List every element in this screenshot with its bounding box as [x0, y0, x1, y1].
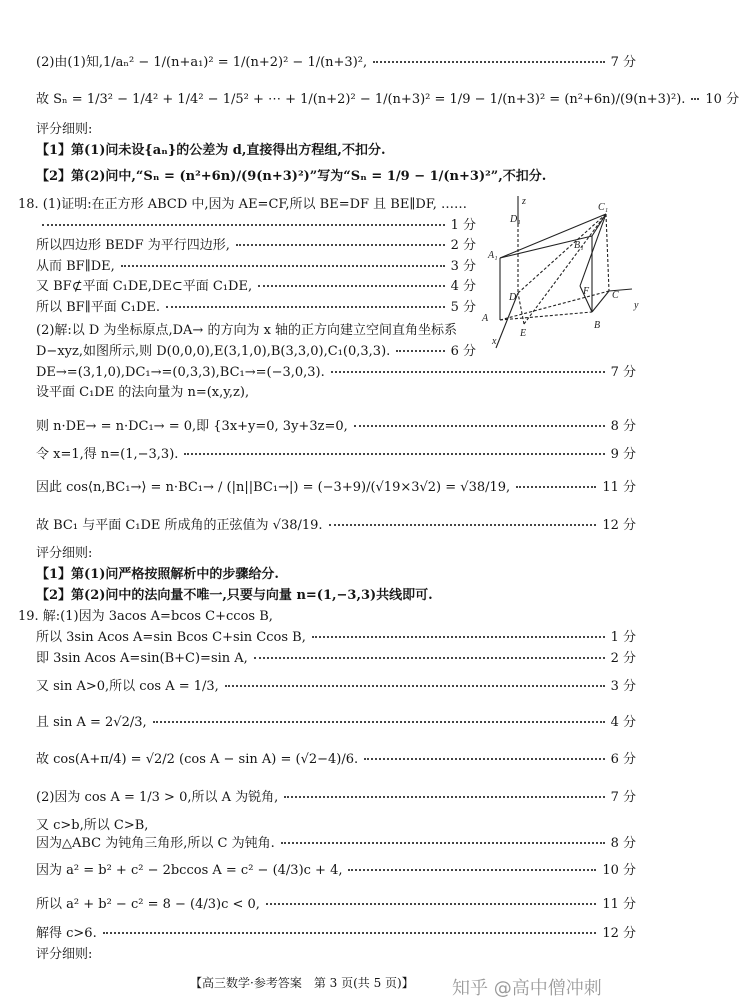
leader-dots: [258, 285, 445, 287]
points: 2 分: [450, 238, 476, 253]
answer-line: 又 BF⊄平面 C₁DE,DE⊂平面 C₁DE, 4 分: [36, 279, 476, 294]
points: 12 分: [602, 926, 636, 941]
answer-line: 且 sin A = 2√2/3, 4 分: [36, 715, 636, 730]
points: 3 分: [610, 679, 636, 694]
leader-dots: [364, 758, 604, 760]
leader-dots: [121, 265, 445, 267]
points: 2 分: [610, 651, 636, 666]
label-A1: A₁: [488, 250, 498, 261]
scoring-heading: 评分细则:: [36, 122, 93, 137]
answer-line: 所以四边形 BEDF 为平行四边形, 2 分: [36, 238, 476, 253]
points: 4 分: [450, 279, 476, 294]
points: 7 分: [610, 55, 636, 70]
leader-dots: [354, 425, 605, 427]
answer-line: (2)解:以 D 为坐标原点,DA→ 的方向为 x 轴的正方向建立空间直角坐标系: [36, 323, 458, 338]
answer-line: 则 n·DE→ = n·DC₁→ = 0,即 {3x+y=0, 3y+3z=0, 8 分: [36, 419, 636, 434]
points: 6 分: [450, 344, 476, 359]
answer-line: [36, 219, 476, 232]
points: 3 分: [450, 259, 476, 274]
label-B: B: [594, 320, 601, 331]
answer-line: (2)因为 cos A = 1/3 > 0,所以 A 为锐角, 7 分: [36, 790, 636, 805]
scoring-note: 【1】第(1)问未设{aₙ}的公差为 d,直接得出方程组,不扣分.: [36, 143, 386, 158]
cube-figure: [476, 196, 642, 346]
leader-dots: [42, 224, 445, 226]
label-D1: D₁: [510, 214, 521, 225]
answer-line: 所以 3sin Acos A=sin Bcos C+sin Ccos B, 1 分: [36, 630, 636, 645]
answer-line: 所以 BF∥平面 C₁DE. 5 分: [36, 300, 476, 315]
scoring-heading: 评分细则:: [36, 947, 93, 962]
scoring-note: 【1】第(1)问严格按照解析中的步骤给分.: [36, 567, 279, 582]
answer-line: 设平面 C₁DE 的法向量为 n=(x,y,z),: [36, 385, 250, 400]
leader-dots: [348, 869, 596, 871]
leader-dots: [516, 486, 596, 488]
points: 11 分: [602, 480, 636, 495]
leader-dots: [396, 350, 444, 352]
answer-line: (2)由(1)知,1/aₙ² − 1/(n+a₁)² = 1/(n+2)² − 1/(n+3)², 7 分: [36, 55, 636, 70]
answer-line: 解得 c>6. 12 分: [36, 926, 636, 941]
answer-line: 又 sin A>0,所以 cos A = 1/3, 3 分: [36, 679, 636, 694]
leader-dots: [373, 61, 604, 63]
answer-line: 因为 a² = b² + c² − 2bccos A = c² − (4/3)c + 4, 10 分: [36, 863, 636, 878]
leader-dots: [266, 903, 596, 905]
points: 1 分: [610, 630, 636, 645]
label-D: D: [509, 292, 517, 303]
points: 8 分: [610, 419, 636, 434]
leader-dots: [166, 306, 445, 308]
answer-line: 所以 a² + b² − c² = 8 − (4/3)c < 0, 11 分: [36, 897, 636, 912]
scoring-heading: 评分细则:: [36, 546, 93, 561]
leader-dots: [184, 453, 604, 455]
leader-dots: [312, 636, 605, 638]
scoring-note: 【2】第(2)问中的法向量不唯一,只要与向量 n=(1,−3,3)共线即可.: [36, 588, 433, 603]
points: 10 分: [705, 92, 739, 107]
points: 11 分: [602, 897, 636, 912]
points: 7 分: [610, 790, 636, 805]
label-C1: C₁: [598, 202, 609, 213]
leader-dots: [281, 842, 605, 844]
leader-dots: [103, 932, 597, 934]
points: 12 分: [602, 518, 636, 533]
label-A: A: [482, 313, 489, 324]
answer-line: DE→=(3,1,0),DC₁→=(0,3,3),BC₁→=(−3,0,3). 7 分: [36, 365, 636, 380]
leader-dots: [225, 685, 605, 687]
leader-dots: [284, 796, 604, 798]
points: 6 分: [610, 752, 636, 767]
label-y: y: [634, 300, 639, 311]
points: 7 分: [610, 365, 636, 380]
leader-dots: [153, 721, 605, 723]
leader-dots: [236, 244, 445, 246]
label-x: x: [492, 336, 497, 347]
answer-line: 令 x=1,得 n=(1,−3,3). 9 分: [36, 447, 636, 462]
answer-line: 18. (1)证明:在正方形 ABCD 中,因为 AE=CF,所以 BE=DF 且 BE∥DF, ……: [18, 197, 468, 212]
leader-dots: [254, 657, 605, 659]
label-C: C: [612, 290, 619, 301]
answer-line: 故 cos(A+π/4) = √2/2 (cos A − sin A) = (√2−4)/6. 6 分: [36, 752, 636, 767]
points: 8 分: [610, 836, 636, 851]
points: 4 分: [610, 715, 636, 730]
label-z: z: [522, 196, 526, 207]
watermark: 知乎 @高中僧冲刺: [452, 978, 602, 999]
answer-line: 即 3sin Acos A=sin(B+C)=sin A, 2 分: [36, 651, 636, 666]
points: 1 分: [450, 218, 476, 233]
label-F: F: [583, 286, 590, 297]
page-footer: 【高三数学·参考答案 第 3 页(共 5 页)】: [190, 976, 414, 990]
leader-dots: [331, 371, 605, 373]
answer-line: 因此 cos⟨n,BC₁→⟩ = n·BC₁→ / (|n||BC₁→|) = (−3+9)/(√19×3√2) = √38/19, 11 分: [36, 480, 636, 495]
points: 5 分: [450, 300, 476, 315]
points: 10 分: [602, 863, 636, 878]
leader-dots: [329, 524, 597, 526]
answer-line: 19. 解:(1)因为 3acos A=bcos C+ccos B,: [18, 609, 273, 624]
leader-dots: [691, 98, 699, 100]
points: 9 分: [610, 447, 636, 462]
answer-line: 又 c>b,所以 C>B,: [36, 818, 149, 833]
answer-line: 因为△ABC 为钝角三角形,所以 C 为钝角. 8 分: [36, 836, 636, 851]
scoring-note: 【2】第(2)问中,“Sₙ = (n²+6n)/(9(n+3)²)”写为“Sₙ = 1/9 − 1/(n+3)²”,不扣分.: [36, 169, 547, 184]
answer-line: D−xyz,如图所示,则 D(0,0,0),E(3,1,0),B(3,3,0),C₁(0,3,3). 6 分: [36, 344, 476, 359]
answer-line: 故 BC₁ 与平面 C₁DE 所成角的正弦值为 √38/19. 12 分: [36, 518, 636, 533]
answer-line: 故 Sₙ = 1/3² − 1/4² + 1/4² − 1/5² + ⋯ + 1/(n+2)² − 1/(n+3)² = 1/9 − 1/(n+3)² = (n²+6n)/(9(n+3)²). 10 分: [36, 92, 739, 107]
label-E: E: [520, 328, 527, 339]
answer-line: 从而 BF∥DE, 3 分: [36, 259, 476, 274]
label-B1: B₁: [574, 240, 584, 251]
